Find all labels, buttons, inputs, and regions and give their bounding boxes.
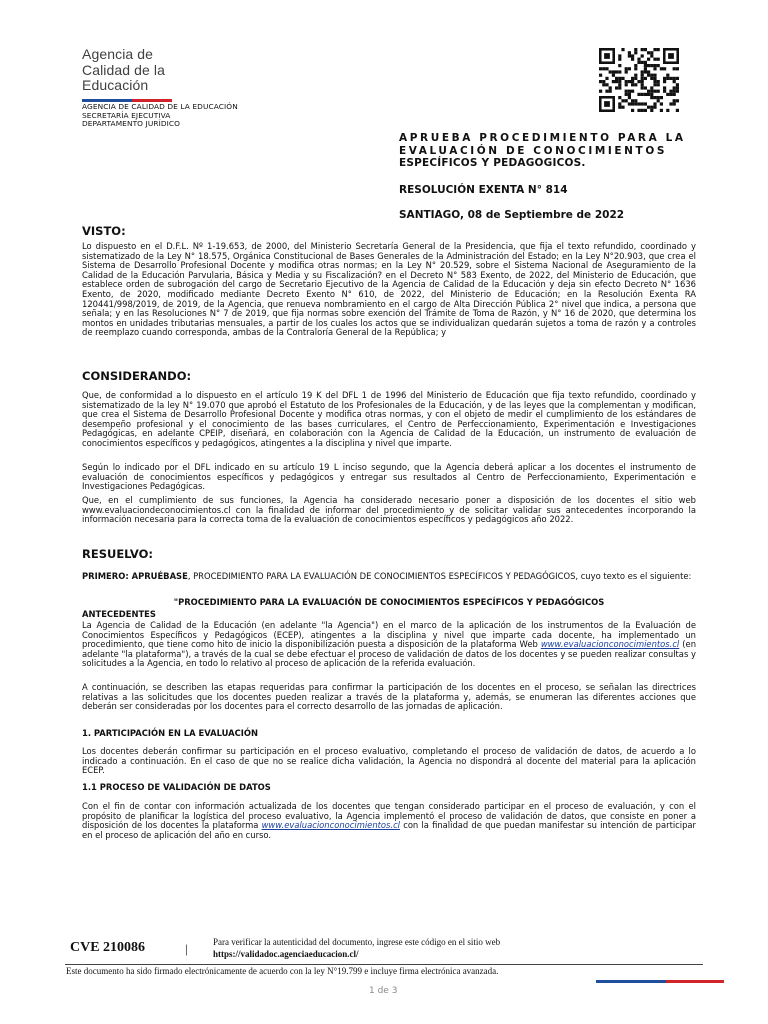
qr-code-icon [599, 48, 679, 112]
text-span: con la finalidad de informar del procedimiento y de solicitar validar sus antecedentes incorporando la información necesaria para la correcta toma de la evaluación de conocimientos específicos y pedagógicos año 2022. [82, 504, 696, 525]
site-link[interactable]: www.evaluaciondeconocimientos.cl [82, 504, 231, 515]
agency-line: AGENCIA DE CALIDAD DE LA EDUCACIÓN [82, 102, 238, 111]
cve-separator: | [185, 941, 188, 956]
text-span: con la finalidad de que puedan manifestar su intención de participar en el proceso de aplicación del año en curso. [82, 820, 696, 840]
agency-logo [82, 47, 272, 102]
resolution-number: RESOLUCIÓN EXENTA N° 814 [399, 183, 568, 196]
platform-link[interactable]: www.evaluacionconocimientos.cl [540, 639, 680, 650]
antecedentes-paragraph-1 [82, 621, 696, 669]
procedure-title [82, 596, 696, 620]
logo-line: Calidad de la [82, 61, 166, 78]
title-line: ESPECÍFICOS Y PEDAGOGICOS. [399, 157, 586, 169]
agency-line: DEPARTAMENTO JURÍDICO [82, 119, 181, 129]
footer-color-bar [596, 980, 724, 983]
considerando-heading: CONSIDERANDO: [82, 369, 192, 383]
verification-text: Para verificar la autenticidad del documento, ingrese este código en el sitio web [213, 937, 501, 947]
section-1-1-heading: 1.1 PROCESO DE VALIDACIÓN DE DATOS [82, 782, 271, 792]
visto-text: Lo dispuesto en el D.F.L. Nº 1-19.653, de 2000, del Ministerio Secretaría General de la Presidencia, que fija el texto refundido, coordinado y sistematizado de la Ley N° 18.575, Orgánica Constitucional de Bases Generales de la Administración del Estado; en la Ley N°20.903, que crea el Sistema de Desarrollo Profesional Docente y modifica otras normas; en la Ley N° 20.529, sobre el Sistema Nacional de Aseguramiento de la Calidad de la Educación Parvularia, Básica y Media y su Fiscalización? en el Decreto N° 583 Exento, de 2022, del Ministerio de Educación, que establece orden de subrogación del cargo de Secretario Ejecutivo de la Agencia de Calidad de la Educación y deja sin efecto Decreto N° 1636 Exento, de 2020, modificado mediante Decreto Exento N° 610, de 2022, del Ministerio de Educación; en la Resolución Exenta RA 120441/998/2019, de 2019, de la Agencia, que renueva nombramiento en el cargo de Alta Dirección Pública 2° nivel que indica, a persona que señala; y en las Resoluciones N° 7 de 2019, que fija normas sobre exención del Trámite de Toma de Razón, y N° 16 de 2020, que determina los montos en unidades tributarias mensuales, a partir de los cuales los actos que se individualizan quedarán sujetos a toma de razón y a controles de reemplazo cuando corresponda, ambas de la Contraloría General de la República; y [82, 241, 696, 338]
antecedentes-heading: ANTECEDENTES [82, 609, 156, 619]
visto-heading: VISTO: [82, 224, 126, 238]
logo-line: Agencia de [82, 46, 154, 62]
resolution-date: SANTIAGO, 08 de Septiembre de 2022 [399, 208, 625, 221]
resuelvo-heading: RESUELVO: [82, 547, 154, 561]
footer-divider [65, 964, 703, 965]
text-span: , PROCEDIMIENTO PARA LA EVALUACIÓN DE CONOCIMIENTOS ESPECÍFICOS Y PEDAGÓGICOS, cuyo texto es el siguiente: [187, 571, 692, 581]
page-indicator: 1 de 3 [369, 986, 398, 996]
text-span: La Agencia de Calidad de la Educación (en adelante "la Agencia") en el marco de la aplicación de los instrumentos de la Evaluación de Conocimientos Específicos y Pedagógicos (ECEP), atingentes a la disciplina y nivel que imparte cada docente, ha implementado un procedimiento, que tiene como hito de inicio la disponibilización puesta a disposición de la plataforma Web [82, 620, 696, 650]
text-span: Con el fin de contar con información actualizada de los docentes que tengan considerado participar en el proceso de evaluación, y con el propósito de planificar la logística del proceso evaluativo, la Agencia implementó el proceso de validación de datos, que consiste en poner a disposición de los docentes la plataforma [82, 801, 696, 831]
considerando-paragraph-3 [82, 496, 696, 525]
primero-label: PRIMERO: APRUÉBASE [82, 571, 188, 581]
agency-department [82, 103, 238, 129]
signature-notice: Este documento ha sido firmado electrónicamente de acuerdo con la ley N°19.799 e incluye firma electrónica avanzada. [66, 966, 499, 976]
primero-paragraph [82, 572, 696, 582]
agency-line: SECRETARÍA EJECUTIVA [82, 110, 171, 120]
procedure-title-text: "PROCEDIMIENTO PARA LA EVALUACIÓN DE CONOCIMIENTOS ESPECÍFICOS Y PEDAGÓGICOS [173, 597, 605, 607]
title-line: APRUEBA PROCEDIMIENTO PARA LA [399, 132, 686, 144]
verification-note [213, 936, 500, 960]
considerando-paragraph-1: Que, de conformidad a lo dispuesto en el artículo 19 K del DFL 1 de 1996 del Ministerio de Educación que fija texto refundido, coordinado y sistematizado de la ley N° 19.070 que aprobó el Estatuto de los Profesionales de la Educación, y de las leyes que la complementan y modifican, que crea el Sistema de Desarrollo Profesional Docente y modifica otras normas, y con el objeto de medir el cumplimiento de los estándares de desempeño profesional y el conocimiento de las bases curriculares, el Centro de Perfeccionamiento, Experimentación e Investigaciones Pedagógicas, en adelante CPEIP, diseñará, en colaboración con la Agencia de Calidad de la Educación, un instrumento de evaluación de conocimientos específicos y pedagógicos, atingentes a la disciplina y nivel que imparte. [82, 390, 696, 448]
resolution-title-block [399, 132, 699, 221]
antecedentes-paragraph-2: A continuación, se describen las etapas requeridas para confirmar la participación de los docentes en el proceso, se señalan las directrices relativas a las solicitudes que los docentes pueden realizar a través de la plataforma y, además, se enumeran las diferentes acciones que deberán ser consideradas por los docentes para el correcto desarrollo de las jornadas de aplicación. [82, 682, 696, 712]
resolution-title [399, 132, 699, 170]
cve-code: CVE 210086 [70, 940, 146, 955]
section-1-1-text [82, 802, 696, 840]
considerando-paragraph-2: Según lo indicado por el DFL indicado en su artículo 19 L inciso segundo, que la Agencia deberá aplicar a los docentes el instrumento de evaluación de conocimientos específicos y pedagógicos y entregar sus resultados al Centro de Perfeccionamiento, Experimentación e Investigaciones Pedagógicas. [82, 462, 696, 492]
logo-line: Educación [82, 77, 149, 93]
title-line: EVALUACIÓN DE CONOCIMIENTOS [399, 144, 668, 157]
section-1-heading: 1. PARTICIPACIÓN EN LA EVALUACIÓN [82, 728, 259, 738]
text-span: Que, en el cumplimiento de sus funciones, la Agencia ha considerado necesario poner a disposición de los docentes el sitio web [82, 495, 696, 505]
text-span: (en adelante "la plataforma"), a través de la cual se debe efectuar el proceso de validación de datos de los docentes y se pueden realizar consultas y solicitudes a la Agencia, en todo lo relativo al proceso de aplicación de la referida evaluación. [82, 639, 697, 669]
platform-link[interactable]: www.evaluacionconocimientos.cl [261, 820, 401, 831]
verification-url[interactable]: https://validadoc.agenciaeducacion.cl/ [213, 949, 359, 959]
section-1-text: Los docentes deberán confirmar su participación en el proceso evaluativo, completando el proceso de validación de datos, de acuerdo a lo indicado a continuación. En el caso de que no se realice dicha validación, la Agencia no dispondrá al docente del material para la aplicación ECEP. [82, 746, 696, 776]
